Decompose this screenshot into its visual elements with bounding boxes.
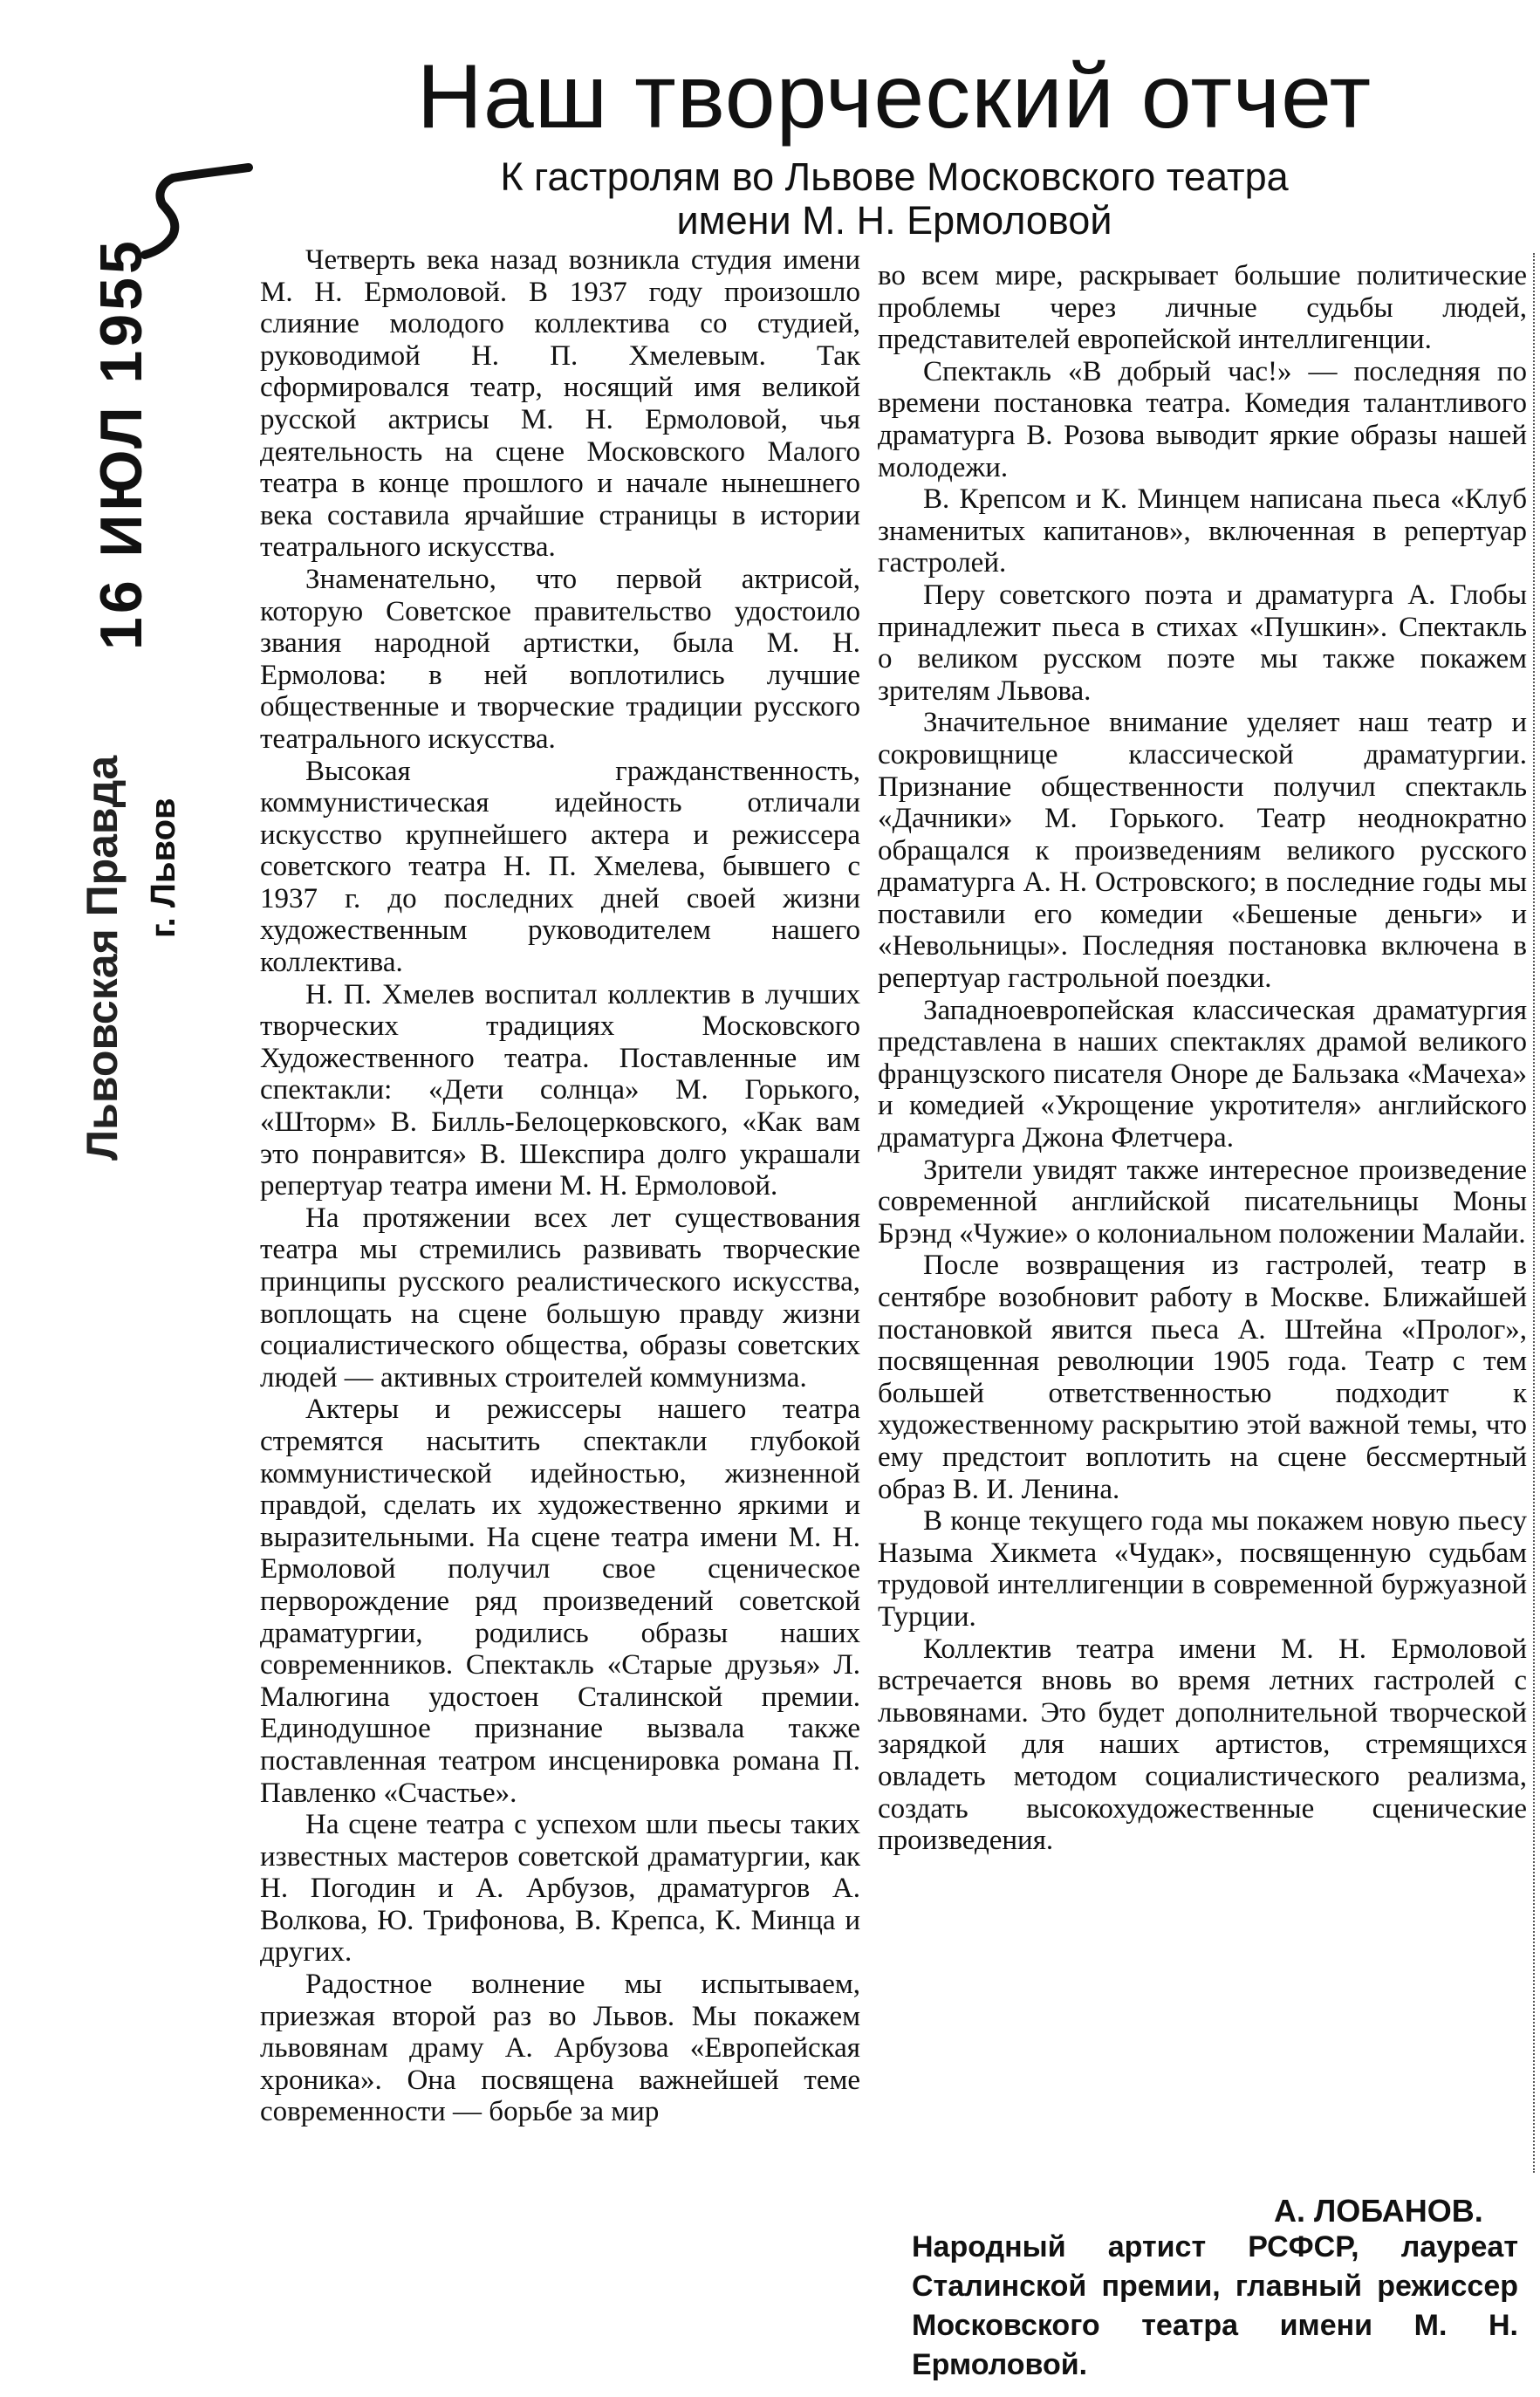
date-stamp: 16 ИЮЛ 1955 [88, 237, 154, 650]
paragraph: Западноевропейская классическая драматургия представлена в наших спектаклях драмой великого французского писателя Оноре де Бальзака «Мачеха» и комедией «Укрощение укротителя» английского драматурга Джона Флетчера. [878, 994, 1527, 1154]
paragraph: Н. П. Хмелев воспитал коллектив в лучших творческих традициях Московского Художественного театра. Поставленные им спектакли: «Дети солнца» М. Горького, «Шторм» В. Билль-Белоцерковского, «Как вам это понравится» В. Шекспира долго украшали репертуар театра имени М. Н. Ермоловой. [260, 978, 860, 1202]
paragraph: После возвращения из гастролей, театр в сентябре возобновит работу в Москве. Ближайшей постановкой явится пьеса А. Штейна «Пролог», посвященная революции 1905 года. Театр с тем большей ответственностью подходит к художественному раскрытию этой важной темы, что ему предстоит воплотить на сцене бессмертный образ В. И. Ленина. [878, 1250, 1527, 1505]
paragraph: Спектакль «В добрый час!» — последняя по времени постановка театра. Комедия талантливого драматурга В. Розова выводит яркие образы нашей молодежи. [878, 355, 1527, 483]
paragraph: Радостное волнение мы испытываем, приезжая второй раз во Львов. Мы покажем львовянам драму А. Арбузова «Европейская хроника». Она посвящена важнейшей теме современности — борьбе за мир [260, 1969, 860, 2128]
paragraph: Зрители увидят также интересное произведение современной английской писательницы Моны Брэнд «Чужие» о колониальном положении Малайи. [878, 1154, 1527, 1250]
left-column [260, 244, 860, 2128]
paragraph: Актеры и режиссеры нашего театра стремятся насытить спектакли глубокой коммунистической идейностью, жизненной правдой, сделать их художественно яркими и выразительными. На сцене театра имени М. Н. Ермоловой получил свое сценическое перворождение ряд произведений советской драматургии, родились образы наших современников. Спектакль «Старые друзья» Л. Малюгина удостоен Сталинской премии. Единодушное признание вызвала также поставленная театром инсценировка романа П. Павленко «Счастье». [260, 1394, 860, 1809]
paragraph: во всем мире, раскрывает большие политические проблемы через личные судьбы людей, представителей европейской интеллигенции. [878, 260, 1527, 356]
newspaper-name-stamp: Львовская Правда [78, 755, 127, 1161]
column-divider [1533, 253, 1535, 2173]
paragraph: Значительное внимание уделяет наш театр и сокровищнице классической драматургии. Признание общественности получил спектакль «Дачники» М. Горького. Театр неоднократно обращался к произведениям великого русского драматурга А. Н. Островского; в последние годы мы поставили его комедии «Бешеные деньги» и «Невольницы». Последняя постановка включена в репертуар гастрольной поездки. [878, 707, 1527, 995]
paragraph: Перу советского поэта и драматурга А. Глобы принадлежит пьеса в стихах «Пушкин». Спектакль о великом русском поэте мы также покажем зрителям Львова. [878, 579, 1527, 707]
paragraph: На протяжении всех лет существования театра мы стремились развивать творческие принципы русского реалистического искусства, воплощать на сцене большую правду жизни социалистического общества, образы советских людей — активных строителей коммунизма. [260, 1202, 860, 1394]
subtitle-line: К гастролям во Львове Московского театра [500, 154, 1289, 199]
article-subtitle [384, 155, 1405, 243]
article-title: Наш творческий отчет [416, 46, 1372, 147]
paragraph: В. Крепсом и К. Минцем написана пьеса «Клуб знаменитых капитанов», включенная в репертуар гастролей. [878, 483, 1527, 579]
paragraph: На сцене театра с успехом шли пьесы таких известных мастеров советской драматургии, как Н. Погодин и А. Арбузов, драматургов А. Волкова, Ю. Трифонова, В. Крепса, К. Минца и других. [260, 1809, 860, 1969]
paragraph: Знаменательно, что первой актрисой, которую Советское правительство удостоило звания народной артистки, была М. Н. Ермолова: в ней воплотились лучшие общественные и творческие традиции русского театрального искусства. [260, 563, 860, 755]
subtitle-line: имени М. Н. Ермоловой [676, 198, 1112, 243]
city-stamp: г. Львов [144, 798, 182, 938]
paragraph: В конце текущего года мы покажем новую пьесу Назыма Хикмета «Чудак», посвященную судьбам трудовой интеллигенции в современной буржуазной Турции. [878, 1505, 1527, 1633]
paragraph: Высокая гражданственность, коммунистическая идейность отличали искусство крупнейшего актера и режиссера советского театра Н. П. Хмелева, бывшего с 1937 г. до последних дней своей жизни художественным руководителем нашего коллектива. [260, 755, 860, 979]
paragraph: Коллектив театра имени М. Н. Ермоловой встречается вновь во время летних гастролей с львовянами. Это будет дополнительной творческой зарядкой для наших артистов, стремящихся овладеть методом социалистического реализма, создать высокохудожественные сценические произведения. [878, 1633, 1527, 1857]
right-column [878, 260, 1527, 1857]
author-name: А. ЛОБАНОВ. [1274, 2193, 1483, 2229]
paragraph: Четверть века назад возникла студия имени М. Н. Ермоловой. В 1937 году произошло слияние молодого коллектива со студией, руководимой Н. П. Хмелевым. Так сформировался театр, носящий имя великой русской актрисы М. Н. Ермоловой, чья деятельность на сцене Московского Малого театра в конце прошлого и начале нынешнего века составила ярчайшие страницы в истории театрального искусства. [260, 244, 860, 564]
author-title: Народный артист РСФСР, лауреат Сталинской премии, главный режиссер Московского театра имени М. Н. Ермоловой. [912, 2230, 1518, 2381]
